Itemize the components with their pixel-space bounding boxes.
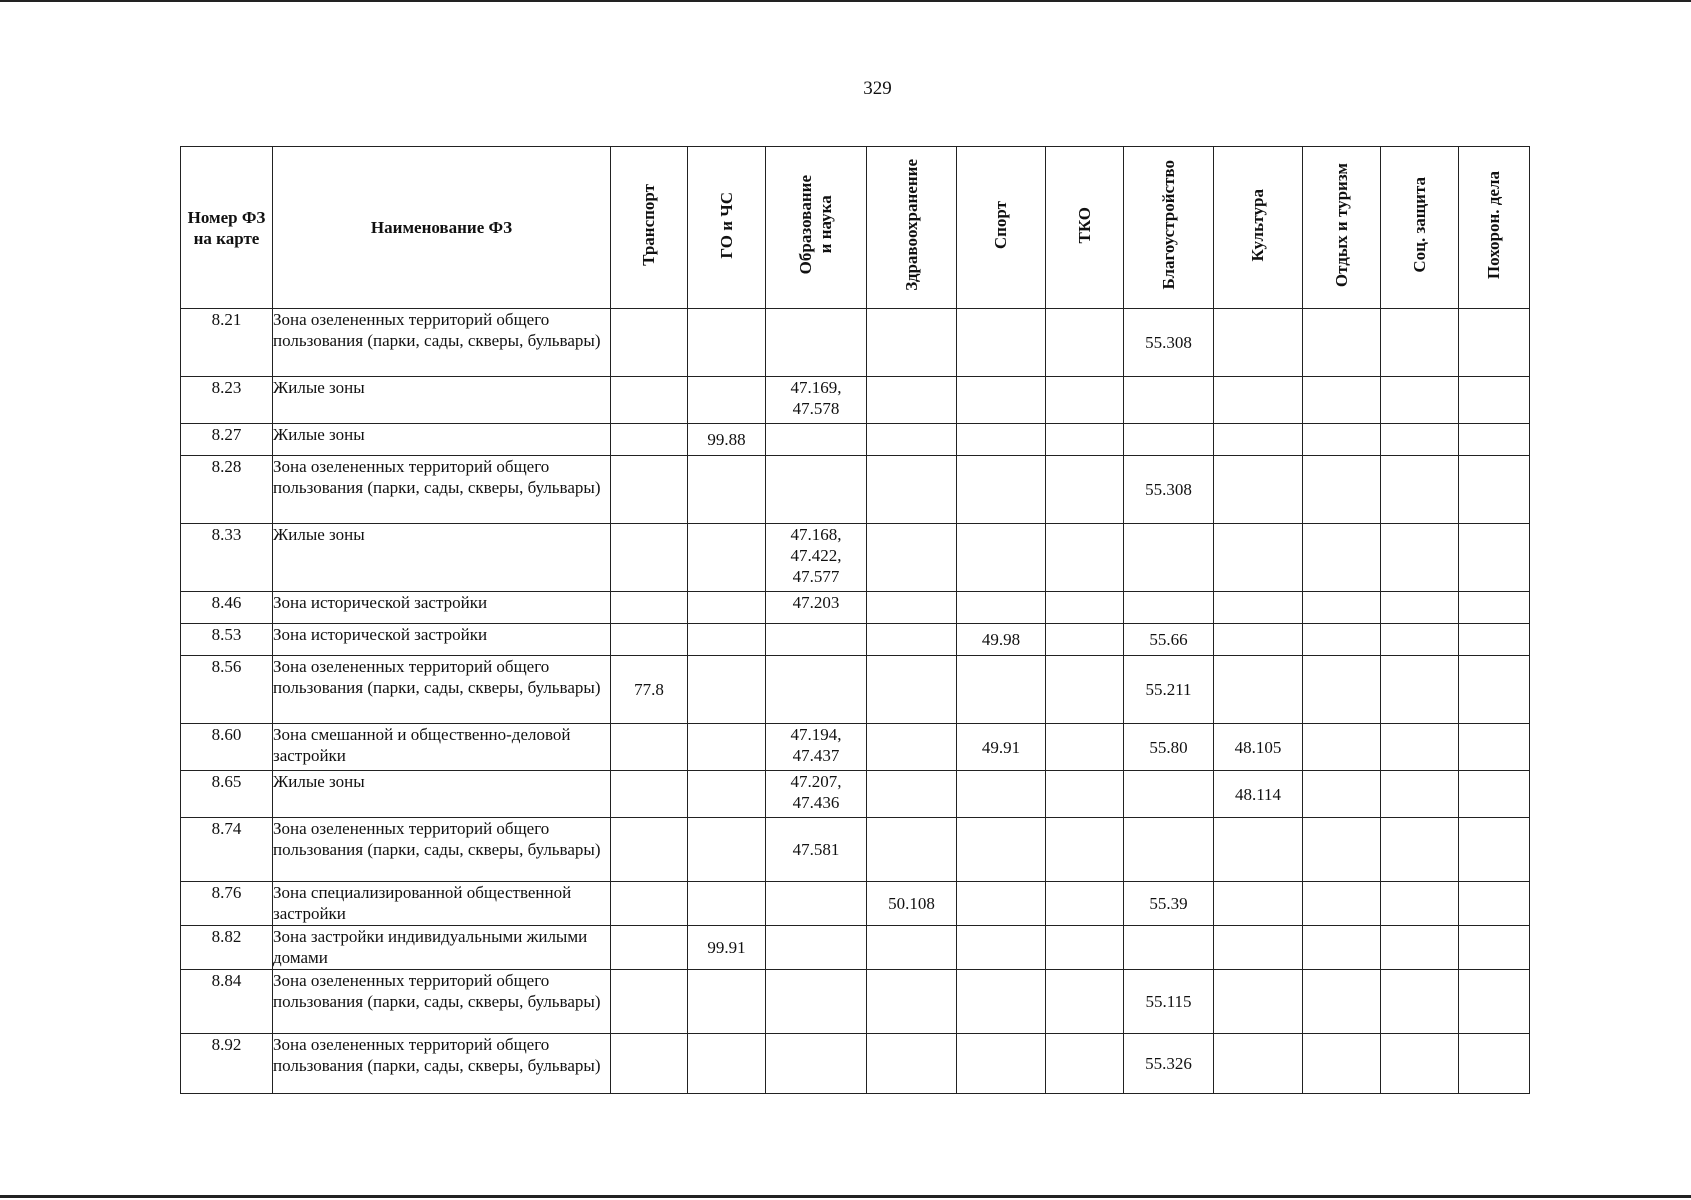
row-value-cell [1046,377,1124,424]
row-value-cell [1214,656,1303,724]
row-value-cell [1214,592,1303,624]
row-value-cell [957,309,1046,377]
header-recreation-label: Отдых и туризм [1331,162,1351,288]
row-value-cell [1046,818,1124,882]
row-zone-name: Зона озелененных территорий общего пользования (парки, сады, скверы, бульвары) [273,818,611,882]
row-value-cell [611,524,688,592]
row-value-cell [957,818,1046,882]
row-value-cell [1046,592,1124,624]
row-value-cell: 55.115 [1124,970,1214,1034]
row-value-cell [957,882,1046,926]
header-sport-label: Спорт [991,200,1010,250]
row-value-cell [611,970,688,1034]
table-body [181,309,1530,1094]
row-value-cell [957,377,1046,424]
row-value-cell [867,377,957,424]
row-value-cell [1214,970,1303,1034]
table-row [181,1034,1530,1094]
row-value-cell [957,656,1046,724]
row-value-cell [1124,818,1214,882]
row-value-cell [611,724,688,771]
row-zone-name: Зона озелененных территорий общего пользования (парки, сады, скверы, бульвары) [273,970,611,1034]
row-value-cell [1459,656,1530,724]
row-value-cell [957,970,1046,1034]
row-value-cell: 55.80 [1124,724,1214,771]
row-value-cell [766,882,867,926]
row-value-cell [766,424,867,456]
row-value-cell: 47.169, 47.578 [766,377,867,424]
row-value-cell [1459,818,1530,882]
row-value-cell [1303,377,1381,424]
row-value-cell [867,592,957,624]
row-zone-name: Зона исторической застройки [273,592,611,624]
row-value-cell [1303,771,1381,818]
row-value-cell [867,724,957,771]
row-value-cell [766,926,867,970]
row-value-cell [1459,592,1530,624]
header-tko [1046,147,1124,309]
row-map-number: 8.27 [181,424,273,456]
row-value-cell [957,1034,1046,1094]
table-row [181,624,1530,656]
header-education [766,147,867,309]
row-value-cell [766,456,867,524]
bottom-edge-rule [0,1195,1691,1198]
table-row [181,424,1530,456]
row-value-cell [688,656,766,724]
row-value-cell: 49.98 [957,624,1046,656]
row-map-number: 8.23 [181,377,273,424]
row-value-cell [957,771,1046,818]
header-funeral [1459,147,1530,309]
row-value-cell [688,818,766,882]
row-value-cell [1381,970,1459,1034]
row-value-cell [688,624,766,656]
header-healthcare [867,147,957,309]
row-zone-name: Жилые зоны [273,771,611,818]
row-value-cell [1124,592,1214,624]
row-value-cell [611,882,688,926]
header-improvement-label: Благоустройство [1158,160,1178,290]
row-value-cell [1303,818,1381,882]
row-value-cell [611,377,688,424]
header-name: Наименование ФЗ [273,147,611,309]
row-map-number: 8.84 [181,970,273,1034]
row-value-cell [1303,1034,1381,1094]
row-value-cell [1124,377,1214,424]
row-value-cell: 55.39 [1124,882,1214,926]
row-value-cell [1214,424,1303,456]
row-value-cell [1124,524,1214,592]
row-value-cell [957,456,1046,524]
row-value-cell [1303,424,1381,456]
row-value-cell: 48.105 [1214,724,1303,771]
row-value-cell: 49.91 [957,724,1046,771]
top-edge-rule [0,0,1691,2]
row-value-cell [1459,377,1530,424]
table-row [181,724,1530,771]
row-value-cell [1046,926,1124,970]
row-value-cell [957,524,1046,592]
row-value-cell [1381,882,1459,926]
row-value-cell [611,926,688,970]
row-value-cell [1459,456,1530,524]
header-healthcare-label: Здравоохранение [901,159,921,291]
row-map-number: 8.92 [181,1034,273,1094]
row-value-cell [611,818,688,882]
row-value-cell [688,1034,766,1094]
header-map-number: Номер ФЗ на карте [181,147,273,309]
row-value-cell [1046,309,1124,377]
row-value-cell: 47.203 [766,592,867,624]
header-funeral-label: Похорон. дела [1484,170,1503,280]
row-map-number: 8.28 [181,456,273,524]
row-zone-name: Зона специализированной общественной застройки [273,882,611,926]
row-zone-name: Зона озелененных территорий общего пользования (парки, сады, скверы, бульвары) [273,456,611,524]
row-value-cell: 47.207, 47.436 [766,771,867,818]
table-row [181,771,1530,818]
row-value-cell [867,1034,957,1094]
row-value-cell [688,882,766,926]
row-value-cell [867,456,957,524]
fz-table [180,146,1530,1094]
row-value-cell: 48.114 [1214,771,1303,818]
row-value-cell [688,592,766,624]
row-value-cell [1459,724,1530,771]
header-education-label: Образование и наука [796,175,835,275]
row-map-number: 8.56 [181,656,273,724]
header-culture-label: Культура [1248,188,1267,262]
row-value-cell [1303,309,1381,377]
row-value-cell [1046,656,1124,724]
row-map-number: 8.65 [181,771,273,818]
table-row [181,818,1530,882]
row-value-cell: 99.88 [688,424,766,456]
row-value-cell [867,656,957,724]
row-map-number: 8.82 [181,926,273,970]
row-value-cell [1214,926,1303,970]
row-zone-name: Зона исторической застройки [273,624,611,656]
row-zone-name: Зона озелененных территорий общего пользования (парки, сады, скверы, бульвары) [273,1034,611,1094]
row-value-cell: 55.308 [1124,456,1214,524]
row-value-cell [1381,456,1459,524]
row-value-cell [688,771,766,818]
row-value-cell [1381,771,1459,818]
row-value-cell [957,592,1046,624]
row-value-cell [766,624,867,656]
row-value-cell: 55.326 [1124,1034,1214,1094]
row-map-number: 8.74 [181,818,273,882]
row-value-cell [1214,882,1303,926]
row-value-cell [1381,592,1459,624]
header-go-chs [688,147,766,309]
row-value-cell [1381,926,1459,970]
row-value-cell [688,524,766,592]
row-value-cell [1303,970,1381,1034]
row-value-cell: 55.308 [1124,309,1214,377]
row-map-number: 8.60 [181,724,273,771]
header-culture [1214,147,1303,309]
row-value-cell [766,970,867,1034]
row-value-cell [1303,592,1381,624]
row-value-cell [1214,456,1303,524]
row-value-cell [611,592,688,624]
row-value-cell: 47.581 [766,818,867,882]
row-value-cell [1459,1034,1530,1094]
row-value-cell [611,624,688,656]
row-value-cell [867,424,957,456]
row-zone-name: Зона смешанной и общественно-деловой застройки [273,724,611,771]
row-value-cell: 47.168, 47.422, 47.577 [766,524,867,592]
row-value-cell [1214,377,1303,424]
row-value-cell [1381,818,1459,882]
row-value-cell [688,309,766,377]
row-value-cell [1303,882,1381,926]
row-value-cell [957,926,1046,970]
row-value-cell [1381,724,1459,771]
row-value-cell [1046,724,1124,771]
table-row [181,524,1530,592]
row-value-cell [766,1034,867,1094]
row-value-cell [1459,771,1530,818]
header-transport [611,147,688,309]
row-value-cell [688,456,766,524]
row-value-cell: 55.211 [1124,656,1214,724]
row-value-cell [1124,771,1214,818]
row-value-cell [611,309,688,377]
row-map-number: 8.33 [181,524,273,592]
row-value-cell [1046,1034,1124,1094]
row-value-cell: 55.66 [1124,624,1214,656]
row-zone-name: Жилые зоны [273,424,611,456]
header-sport [957,147,1046,309]
row-value-cell [1124,424,1214,456]
row-zone-name: Зона застройки индивидуальными жилыми домами [273,926,611,970]
page-number: 329 [863,78,892,99]
row-value-cell [688,724,766,771]
row-value-cell [867,524,957,592]
row-value-cell: 50.108 [867,882,957,926]
row-value-cell [611,456,688,524]
row-value-cell [1381,524,1459,592]
header-row [181,147,1530,309]
row-zone-name: Зона озелененных территорий общего пользования (парки, сады, скверы, бульвары) [273,309,611,377]
table-row [181,377,1530,424]
row-value-cell [766,309,867,377]
row-value-cell [1459,524,1530,592]
row-value-cell [1046,524,1124,592]
table-row [181,970,1530,1034]
table-header [181,147,1530,309]
table-row [181,656,1530,724]
row-value-cell [1046,970,1124,1034]
row-value-cell [1214,818,1303,882]
row-value-cell [867,970,957,1034]
row-value-cell [611,1034,688,1094]
row-value-cell [1046,456,1124,524]
row-value-cell [688,377,766,424]
header-social-protection-label: Соц. защита [1409,177,1429,273]
row-value-cell [1381,656,1459,724]
row-value-cell [1381,377,1459,424]
row-value-cell [1046,424,1124,456]
header-recreation [1303,147,1381,309]
row-value-cell [1303,656,1381,724]
header-social-protection [1381,147,1459,309]
header-transport-label: Транспорт [639,184,658,266]
row-value-cell [1046,624,1124,656]
row-value-cell [611,771,688,818]
row-value-cell [1381,424,1459,456]
row-value-cell [867,309,957,377]
row-value-cell [957,424,1046,456]
table-row [181,456,1530,524]
row-value-cell [1214,524,1303,592]
row-value-cell [611,424,688,456]
row-value-cell [1459,309,1530,377]
table-row [181,882,1530,926]
row-value-cell [1303,624,1381,656]
row-zone-name: Жилые зоны [273,377,611,424]
row-map-number: 8.76 [181,882,273,926]
row-value-cell [1381,309,1459,377]
row-value-cell [867,818,957,882]
row-value-cell: 77.8 [611,656,688,724]
header-tko-label: ТКО [1074,206,1094,244]
row-value-cell [1046,882,1124,926]
row-value-cell [1303,524,1381,592]
header-improvement [1124,147,1214,309]
row-value-cell: 47.194, 47.437 [766,724,867,771]
row-value-cell [1303,724,1381,771]
row-map-number: 8.53 [181,624,273,656]
row-value-cell [867,771,957,818]
table-row [181,926,1530,970]
row-zone-name: Зона озелененных территорий общего пользования (парки, сады, скверы, бульвары) [273,656,611,724]
row-value-cell: 99.91 [688,926,766,970]
row-value-cell [1381,1034,1459,1094]
row-zone-name: Жилые зоны [273,524,611,592]
row-value-cell [1381,624,1459,656]
row-map-number: 8.46 [181,592,273,624]
row-value-cell [1124,926,1214,970]
row-value-cell [1046,771,1124,818]
row-value-cell [1459,926,1530,970]
row-value-cell [867,624,957,656]
row-value-cell [1459,424,1530,456]
row-value-cell [1214,624,1303,656]
header-go-chs-label: ГО и ЧС [716,191,736,259]
table-row [181,309,1530,377]
row-value-cell [867,926,957,970]
row-value-cell [1214,309,1303,377]
table-row [181,592,1530,624]
row-value-cell [1459,624,1530,656]
row-map-number: 8.21 [181,309,273,377]
row-value-cell [1214,1034,1303,1094]
row-value-cell [766,656,867,724]
row-value-cell [1303,926,1381,970]
row-value-cell [688,970,766,1034]
row-value-cell [1459,882,1530,926]
row-value-cell [1303,456,1381,524]
row-value-cell [1459,970,1530,1034]
